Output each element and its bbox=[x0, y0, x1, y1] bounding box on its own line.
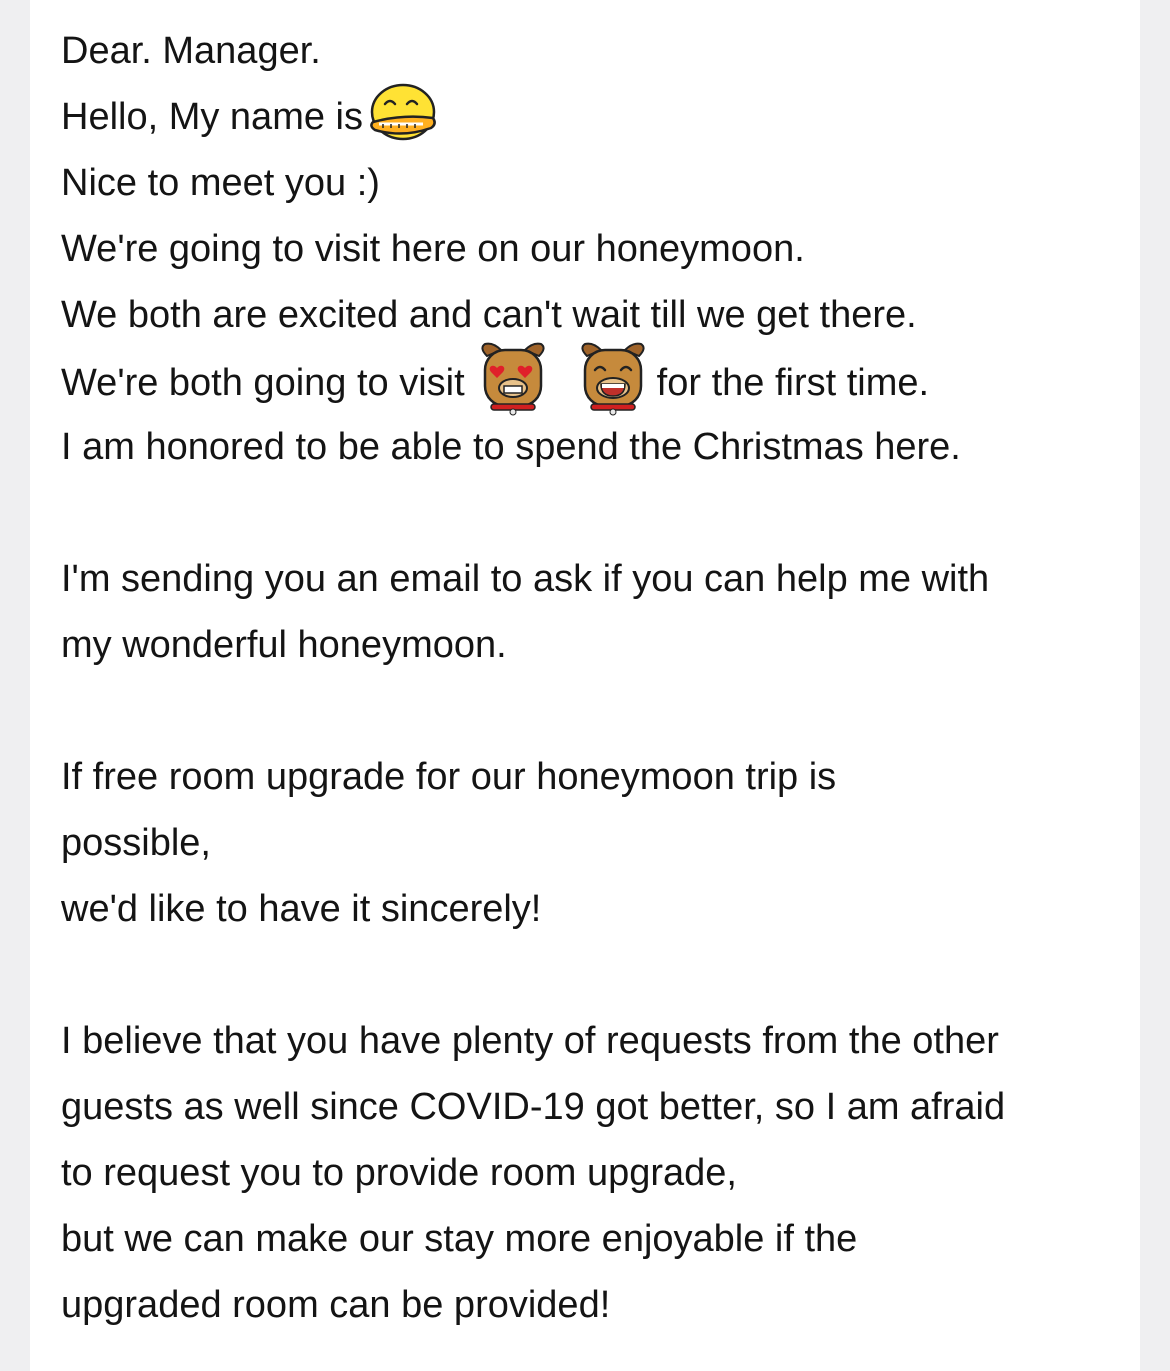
upgrade-line-3: we'd like to have it sincerely! bbox=[61, 888, 542, 930]
paragraph-spacer bbox=[61, 678, 1121, 744]
name-line bbox=[61, 84, 1121, 150]
believe-line-2: guests as well since COVID-19 got better, so I am afraid bbox=[61, 1086, 1006, 1128]
name-intro-text: Hello, My name is bbox=[61, 96, 363, 138]
request-help-line-2: my wonderful honeymoon. bbox=[61, 624, 507, 666]
upgrade-line-2: possible, bbox=[61, 822, 211, 864]
excited-line: We both are excited and can't wait till we get there. bbox=[61, 294, 917, 336]
honeymoon-line: We're going to visit here on our honeymoon. bbox=[61, 228, 805, 270]
visit-end-text: for the first time. bbox=[656, 362, 930, 405]
upgrade-line-1: If free room upgrade for our honeymoon trip is bbox=[61, 756, 837, 798]
believe-line-3: to request you to provide room upgrade, bbox=[61, 1152, 737, 1194]
paragraph-spacer bbox=[61, 942, 1121, 1008]
christmas-line: I am honored to be able to spend the Christmas here. bbox=[61, 426, 961, 468]
request-help-line-1: I'm sending you an email to ask if you can help me with bbox=[61, 558, 990, 600]
believe-line-4: but we can make our stay more enjoyable if the bbox=[61, 1218, 858, 1260]
dog-laughing-emoticon-icon bbox=[577, 342, 649, 416]
greeting-line: Dear. Manager. bbox=[61, 30, 321, 72]
visit-intro-text: We're both going to visit bbox=[61, 362, 465, 405]
dog-heart-eyes-emoticon-icon bbox=[477, 342, 549, 416]
visit-line bbox=[61, 348, 1121, 414]
believe-line-5: upgraded room can be provided! bbox=[61, 1284, 611, 1326]
believe-line-1: I believe that you have plenty of requests from the other bbox=[61, 1020, 999, 1062]
duck-emoticon-icon bbox=[369, 82, 437, 144]
email-letter bbox=[61, 18, 1121, 1338]
paragraph-spacer bbox=[61, 480, 1121, 546]
greeting-nice-line: Nice to meet you :) bbox=[61, 162, 380, 204]
